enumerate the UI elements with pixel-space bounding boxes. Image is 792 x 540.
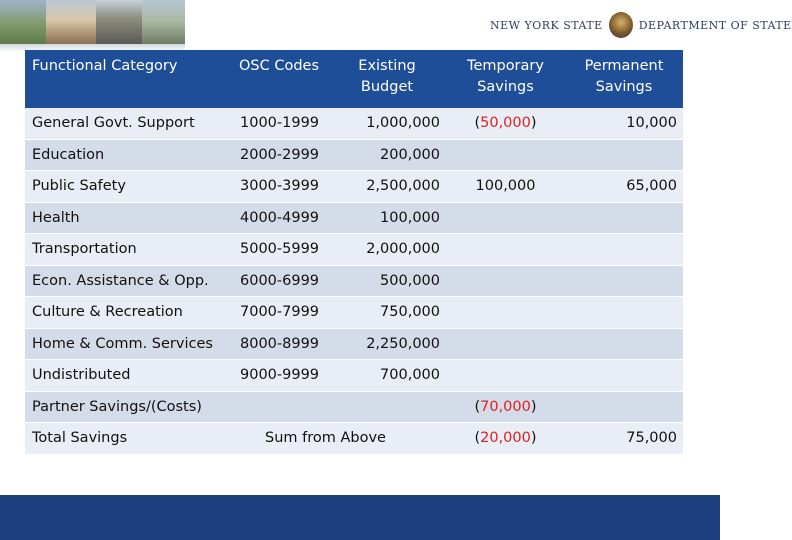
budget-cell: 700,000 — [328, 360, 446, 392]
col-header-functional-category: Functional Category — [25, 50, 231, 108]
total-label: Total Savings — [25, 423, 231, 455]
savings-table — [25, 50, 683, 455]
budget-cell: 2,250,000 — [328, 329, 446, 361]
budget-cell: 200,000 — [328, 140, 446, 172]
negative-value: 50,000 — [480, 115, 531, 132]
budget-cell: 2,500,000 — [328, 171, 446, 203]
nys-dos-banner — [490, 10, 792, 40]
sum-from-above-cell — [231, 423, 446, 455]
col-header-permanent-savings-label: Permanent Savings — [584, 58, 664, 95]
state-seal-icon — [609, 12, 633, 38]
col-header-temporary-savings — [446, 50, 565, 108]
temporary-savings-cell — [446, 234, 565, 266]
paren-open: ( — [474, 430, 481, 447]
category-cell: Culture & Recreation — [25, 297, 231, 329]
permanent-savings-cell — [565, 234, 683, 266]
category-cell: Transportation — [25, 234, 231, 266]
table-row — [25, 266, 683, 298]
budget-cell: 2,000,000 — [328, 234, 446, 266]
footer-bar — [0, 495, 720, 540]
paren-close: ) — [530, 430, 537, 447]
table-row — [25, 234, 683, 266]
total-savings-row — [25, 423, 683, 455]
osc-code-cell: 7000-7999 — [231, 297, 328, 329]
permanent-savings-cell — [565, 360, 683, 392]
table-row — [25, 171, 683, 203]
table-row — [25, 108, 683, 140]
banner-right-text: DEPARTMENT OF STATE — [638, 18, 792, 32]
col-header-osc-codes: OSC Codes — [231, 50, 328, 108]
osc-code-cell: 1000-1999 — [231, 108, 328, 140]
category-cell: Econ. Assistance & Opp. — [25, 266, 231, 298]
osc-code-cell: 2000-2999 — [231, 140, 328, 172]
permanent-savings-cell: 10,000 — [565, 108, 683, 140]
partner-savings-row — [25, 392, 683, 424]
temporary-savings-cell — [446, 266, 565, 298]
negative-value: 20,000 — [480, 430, 531, 447]
temporary-savings-cell — [446, 297, 565, 329]
osc-code-cell: 8000-8999 — [231, 329, 328, 361]
osc-code-cell: 6000-6999 — [231, 266, 328, 298]
table-row — [25, 140, 683, 172]
category-cell: Partner Savings/(Costs) — [25, 392, 231, 424]
budget-cell: 750,000 — [328, 297, 446, 329]
banner-left-text: NEW YORK STATE — [490, 18, 603, 32]
temporary-savings-cell — [446, 329, 565, 361]
temporary-savings-cell — [446, 360, 565, 392]
osc-code-cell: 5000-5999 — [231, 234, 328, 266]
permanent-savings-cell — [565, 140, 683, 172]
permanent-savings-cell — [565, 297, 683, 329]
temporary-savings-cell: 100,000 — [446, 171, 565, 203]
category-cell: Education — [25, 140, 231, 172]
sum-from-above-label: Sum from Above — [265, 430, 386, 447]
osc-code-cell — [231, 392, 328, 424]
paren-open: ( — [474, 115, 481, 132]
osc-code-cell: 3000-3999 — [231, 171, 328, 203]
col-header-temporary-savings-label: Temporary Savings — [467, 58, 544, 95]
total-temporary-savings-cell — [446, 423, 565, 455]
col-header-permanent-savings — [565, 50, 683, 108]
temporary-savings-cell — [446, 108, 565, 140]
permanent-savings-cell: 65,000 — [565, 171, 683, 203]
category-cell: Home & Comm. Services — [25, 329, 231, 361]
negative-value: 70,000 — [480, 398, 531, 415]
photo-street — [96, 0, 142, 44]
paren-open: ( — [474, 398, 481, 415]
table-row — [25, 203, 683, 235]
category-cell: Undistributed — [25, 360, 231, 392]
temporary-savings-cell — [446, 392, 565, 424]
budget-cell: 500,000 — [328, 266, 446, 298]
table-row — [25, 360, 683, 392]
header-photo-strip — [0, 0, 185, 44]
paren-close: ) — [530, 115, 537, 132]
category-cell: Health — [25, 203, 231, 235]
permanent-savings-cell — [565, 266, 683, 298]
photo-people — [142, 0, 185, 44]
table-row — [25, 329, 683, 361]
permanent-savings-cell — [565, 329, 683, 361]
total-permanent-savings-cell: 75,000 — [565, 423, 683, 455]
table-row — [25, 297, 683, 329]
budget-cell: 1,000,000 — [328, 108, 446, 140]
photo-building — [46, 0, 96, 44]
budget-cell — [328, 392, 446, 424]
table-header-row — [25, 50, 683, 108]
category-cell: General Govt. Support — [25, 108, 231, 140]
col-header-existing-budget — [328, 50, 446, 108]
budget-cell: 100,000 — [328, 203, 446, 235]
permanent-savings-cell — [565, 203, 683, 235]
temporary-savings-cell — [446, 203, 565, 235]
osc-code-cell: 4000-4999 — [231, 203, 328, 235]
osc-code-cell: 9000-9999 — [231, 360, 328, 392]
temporary-savings-cell — [446, 140, 565, 172]
permanent-savings-cell — [565, 392, 683, 424]
col-header-existing-budget-label: Existing Budget — [358, 58, 416, 95]
photo-waterfront — [0, 0, 46, 44]
paren-close: ) — [530, 398, 537, 415]
savings-table-container — [25, 50, 683, 455]
category-cell: Public Safety — [25, 171, 231, 203]
